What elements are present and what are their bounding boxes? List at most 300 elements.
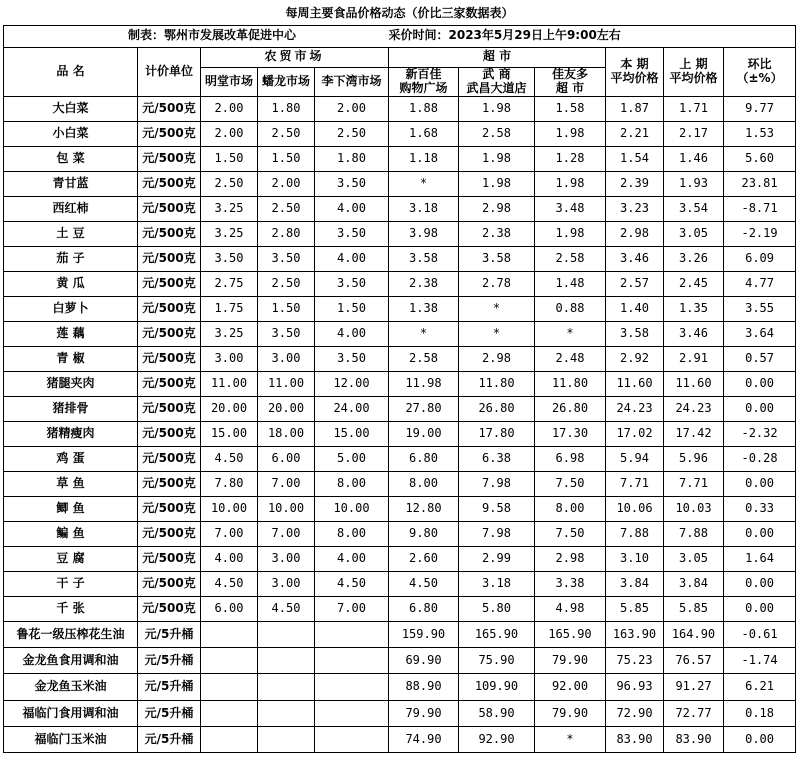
price-cell [315,700,389,726]
table-row [4,346,796,371]
current-avg-cell: 11.60 [606,371,664,396]
price-cell: 15.00 [315,421,389,446]
item-name: 土 豆 [4,221,138,246]
price-cell: 2.00 [258,171,315,196]
price-cell: 1.50 [201,146,258,171]
previous-avg-cell: 5.85 [664,596,724,621]
price-cell: 92.00 [535,674,606,700]
price-cell [201,647,258,673]
price-cell: 3.98 [389,221,459,246]
price-cell: 1.50 [258,296,315,321]
price-cell: 3.00 [258,546,315,571]
price-cell: 2.98 [459,346,535,371]
current-avg-cell: 83.90 [606,727,664,753]
table-row [4,674,796,700]
previous-avg-cell: 5.96 [664,446,724,471]
price-cell: 20.00 [258,396,315,421]
price-cell: 2.38 [389,271,459,296]
table-row [4,171,796,196]
change-cell: 0.00 [724,596,796,621]
price-cell: 1.98 [459,96,535,121]
item-name: 大白菜 [4,96,138,121]
table-row [4,621,796,647]
price-cell: * [535,727,606,753]
unit-cell: 元/500克 [138,521,201,546]
item-name: 青甘蓝 [4,171,138,196]
current-avg-cell: 2.21 [606,121,664,146]
table-row [4,146,796,171]
change-cell: 0.00 [724,396,796,421]
current-avg-cell: 3.58 [606,321,664,346]
price-cell: 9.58 [459,496,535,521]
price-cell: * [535,321,606,346]
table-row [4,396,796,421]
change-cell: 0.57 [724,346,796,371]
header-last-avg-text: 上 期 平均价格 [669,57,718,85]
price-cell: 4.00 [315,196,389,221]
price-cell: 3.50 [315,346,389,371]
price-cell: 159.90 [389,621,459,647]
previous-avg-cell: 3.54 [664,196,724,221]
price-cell: 3.50 [315,221,389,246]
header-supermarket-3-text: 佳友多 超 市 [551,67,588,95]
price-cell: 7.80 [201,471,258,496]
header-market-1: 明堂市场 [201,67,258,96]
change-cell: -8.71 [724,196,796,221]
current-avg-cell: 7.71 [606,471,664,496]
price-cell [258,727,315,753]
change-cell: 1.64 [724,546,796,571]
current-avg-cell: 1.87 [606,96,664,121]
current-avg-cell: 2.98 [606,221,664,246]
table-row [4,196,796,221]
price-cell: 1.38 [389,296,459,321]
price-cell: * [389,321,459,346]
unit-cell: 元/500克 [138,171,201,196]
item-name: 金龙鱼玉米油 [4,674,138,700]
price-cell: 2.78 [459,271,535,296]
previous-avg-cell: 3.05 [664,221,724,246]
item-name: 千 张 [4,596,138,621]
price-cell: * [389,171,459,196]
price-cell: 3.25 [201,196,258,221]
unit-cell: 元/500克 [138,121,201,146]
price-cell: 3.38 [535,571,606,596]
price-cell [201,727,258,753]
price-cell: 2.00 [201,121,258,146]
header-supermarket-2 [459,67,535,96]
price-cell: 88.90 [389,674,459,700]
change-cell: -2.32 [724,421,796,446]
item-name: 干 子 [4,571,138,596]
item-name: 福临门玉米油 [4,727,138,753]
unit-cell: 元/500克 [138,96,201,121]
price-cell: 1.80 [258,96,315,121]
previous-avg-cell: 2.91 [664,346,724,371]
price-cell: 109.90 [459,674,535,700]
change-cell: 0.33 [724,496,796,521]
previous-avg-cell: 3.05 [664,546,724,571]
price-cell: 2.58 [535,246,606,271]
table-row [4,421,796,446]
price-cell: 4.00 [315,321,389,346]
price-cell [201,700,258,726]
price-cell: 11.00 [201,371,258,396]
previous-avg-cell: 72.77 [664,700,724,726]
previous-avg-cell: 1.46 [664,146,724,171]
current-avg-cell: 163.90 [606,621,664,647]
previous-avg-cell: 1.71 [664,96,724,121]
change-cell: 1.53 [724,121,796,146]
unit-cell: 元/5升桶 [138,674,201,700]
unit-cell: 元/500克 [138,371,201,396]
price-cell: 19.00 [389,421,459,446]
current-avg-cell: 2.39 [606,171,664,196]
unit-cell: 元/500克 [138,146,201,171]
price-cell: 2.98 [535,546,606,571]
meta-row [4,25,796,47]
item-name: 小白菜 [4,121,138,146]
previous-avg-cell: 2.17 [664,121,724,146]
price-cell: 165.90 [535,621,606,647]
price-cell: 5.00 [315,446,389,471]
item-name: 茄 子 [4,246,138,271]
unit-cell: 元/5升桶 [138,647,201,673]
header-farm-market: 农贸市场 [201,47,389,67]
table-row [4,596,796,621]
table-row [4,446,796,471]
price-cell: 74.90 [389,727,459,753]
price-cell: 58.90 [459,700,535,726]
price-cell: 18.00 [258,421,315,446]
price-cell: 2.80 [258,221,315,246]
price-cell: 8.00 [315,471,389,496]
item-name: 豆 腐 [4,546,138,571]
price-cell: 4.98 [535,596,606,621]
price-cell: 1.50 [258,146,315,171]
unit-cell: 元/5升桶 [138,727,201,753]
price-cell: 3.50 [315,271,389,296]
price-cell: 6.80 [389,446,459,471]
price-cell: 4.50 [389,571,459,596]
price-cell: 17.30 [535,421,606,446]
price-cell: 11.80 [535,371,606,396]
maker-label: 制表：鄂州市发展改革促进中心 [4,25,389,47]
unit-cell: 元/5升桶 [138,621,201,647]
table-row [4,321,796,346]
price-cell: 1.28 [535,146,606,171]
price-cell: 2.50 [258,271,315,296]
unit-cell: 元/500克 [138,346,201,371]
current-avg-cell: 7.88 [606,521,664,546]
change-cell: 9.77 [724,96,796,121]
price-cell: 20.00 [201,396,258,421]
current-avg-cell: 17.02 [606,421,664,446]
price-cell: 2.48 [535,346,606,371]
price-cell: 3.00 [258,571,315,596]
item-name: 猪排骨 [4,396,138,421]
price-cell: 2.58 [459,121,535,146]
unit-cell: 元/500克 [138,496,201,521]
price-cell: 2.50 [201,171,258,196]
table-row [4,371,796,396]
previous-avg-cell: 76.57 [664,647,724,673]
price-cell: 75.90 [459,647,535,673]
header-last-avg [664,47,724,96]
price-cell: 10.00 [315,496,389,521]
price-cell [258,647,315,673]
price-cell: 26.80 [535,396,606,421]
current-avg-cell: 3.84 [606,571,664,596]
price-cell: 1.58 [535,96,606,121]
price-cell: 1.68 [389,121,459,146]
current-avg-cell: 3.46 [606,246,664,271]
current-avg-cell: 96.93 [606,674,664,700]
unit-cell: 元/500克 [138,196,201,221]
price-cell: 2.00 [315,96,389,121]
price-cell [315,647,389,673]
table-row [4,246,796,271]
item-name: 猪精瘦肉 [4,421,138,446]
item-name: 白萝卜 [4,296,138,321]
price-cell: 1.98 [535,121,606,146]
price-cell: 7.00 [258,521,315,546]
table-row [4,471,796,496]
previous-avg-cell: 7.88 [664,521,724,546]
previous-avg-cell: 24.23 [664,396,724,421]
price-cell: 2.50 [258,121,315,146]
price-cell: 4.50 [315,571,389,596]
current-avg-cell: 75.23 [606,647,664,673]
change-cell: 3.64 [724,321,796,346]
price-cell: 7.98 [459,521,535,546]
unit-cell: 元/500克 [138,296,201,321]
price-cell: 7.00 [258,471,315,496]
change-cell: -2.19 [724,221,796,246]
unit-cell: 元/500克 [138,321,201,346]
price-cell: 7.50 [535,471,606,496]
table-row [4,96,796,121]
item-name: 金龙鱼食用调和油 [4,647,138,673]
unit-cell: 元/500克 [138,596,201,621]
price-cell [201,621,258,647]
price-cell: 6.00 [258,446,315,471]
table-row [4,727,796,753]
previous-avg-cell: 3.84 [664,571,724,596]
previous-avg-cell: 7.71 [664,471,724,496]
previous-avg-cell: 83.90 [664,727,724,753]
change-cell: -0.61 [724,621,796,647]
header-market-3: 李下湾市场 [315,67,389,96]
previous-avg-cell: 2.45 [664,271,724,296]
price-cell: 79.90 [535,700,606,726]
table-row [4,121,796,146]
header-row-1 [4,47,796,67]
price-cell: 24.00 [315,396,389,421]
price-cell: 79.90 [389,700,459,726]
item-name: 青 椒 [4,346,138,371]
price-cell: 3.25 [201,221,258,246]
price-cell: 3.18 [389,196,459,221]
price-cell: 4.50 [201,571,258,596]
price-cell: 79.90 [535,647,606,673]
title-row [4,2,796,25]
previous-avg-cell: 3.46 [664,321,724,346]
change-cell: 0.00 [724,371,796,396]
table-row [4,700,796,726]
price-cell: 6.38 [459,446,535,471]
price-cell: 3.58 [389,246,459,271]
table-row [4,521,796,546]
price-cell: 11.80 [459,371,535,396]
price-cell: 4.50 [258,596,315,621]
unit-cell: 元/500克 [138,546,201,571]
price-cell: 1.98 [535,171,606,196]
current-avg-cell: 1.54 [606,146,664,171]
price-cell: 3.50 [258,321,315,346]
previous-avg-cell: 10.03 [664,496,724,521]
price-cell: 2.58 [389,346,459,371]
price-cell: 26.80 [459,396,535,421]
price-cell: 12.80 [389,496,459,521]
table-row [4,546,796,571]
price-cell: 8.00 [535,496,606,521]
change-cell: 6.21 [724,674,796,700]
price-cell: 4.00 [315,246,389,271]
price-cell [258,674,315,700]
item-name: 鸡 蛋 [4,446,138,471]
change-cell: 0.00 [724,521,796,546]
price-cell: 27.80 [389,396,459,421]
price-cell: 69.90 [389,647,459,673]
price-cell: 5.80 [459,596,535,621]
price-cell: 1.80 [315,146,389,171]
price-cell: 2.38 [459,221,535,246]
price-cell: 9.80 [389,521,459,546]
header-this-avg [606,47,664,96]
current-avg-cell: 2.57 [606,271,664,296]
price-cell: 3.50 [315,171,389,196]
price-cell: 1.50 [315,296,389,321]
price-cell: 10.00 [201,496,258,521]
current-avg-cell: 3.10 [606,546,664,571]
price-cell: 1.75 [201,296,258,321]
price-cell: 4.50 [201,446,258,471]
price-cell [258,621,315,647]
change-cell: -0.28 [724,446,796,471]
header-supermarket: 超 市 [389,47,606,67]
price-cell: 2.50 [258,196,315,221]
change-cell: 0.18 [724,700,796,726]
price-cell: 11.98 [389,371,459,396]
table-row [4,271,796,296]
previous-avg-cell: 11.60 [664,371,724,396]
previous-avg-cell: 164.90 [664,621,724,647]
price-cell: 1.98 [459,146,535,171]
current-avg-cell: 5.85 [606,596,664,621]
price-cell: 2.60 [389,546,459,571]
price-table [3,2,796,753]
item-name: 鳊 鱼 [4,521,138,546]
change-cell: 5.60 [724,146,796,171]
item-name: 猪腿夹肉 [4,371,138,396]
price-cell: 1.98 [459,171,535,196]
price-cell: 3.25 [201,321,258,346]
price-cell: 4.00 [315,546,389,571]
header-supermarket-1-text: 新百佳 购物广场 [399,67,448,95]
price-cell: 1.88 [389,96,459,121]
item-name: 福临门食用调和油 [4,700,138,726]
price-cell: 165.90 [459,621,535,647]
current-avg-cell: 10.06 [606,496,664,521]
header-market-2: 蟠龙市场 [258,67,315,96]
table-row [4,496,796,521]
unit-cell: 元/500克 [138,471,201,496]
header-supermarket-2-text: 武 商 武昌大道店 [466,67,527,95]
header-this-avg-text: 本 期 平均价格 [610,57,659,85]
unit-cell: 元/500克 [138,396,201,421]
unit-cell: 元/5升桶 [138,700,201,726]
unit-cell: 元/500克 [138,271,201,296]
item-name: 鲫 鱼 [4,496,138,521]
price-cell: 10.00 [258,496,315,521]
unit-cell: 元/500克 [138,446,201,471]
price-cell [315,621,389,647]
previous-avg-cell: 1.35 [664,296,724,321]
price-cell: 6.98 [535,446,606,471]
unit-cell: 元/500克 [138,221,201,246]
price-cell: 8.00 [315,521,389,546]
price-cell: 17.80 [459,421,535,446]
change-cell: 6.09 [724,246,796,271]
price-cell [201,674,258,700]
previous-avg-cell: 17.42 [664,421,724,446]
price-cell: 2.75 [201,271,258,296]
header-item: 品 名 [4,47,138,96]
price-cell: 2.98 [459,196,535,221]
table-row [4,296,796,321]
header-unit: 计价单位 [138,47,201,96]
price-cell: 2.50 [315,121,389,146]
current-avg-cell: 1.40 [606,296,664,321]
change-cell: 0.00 [724,471,796,496]
current-avg-cell: 3.23 [606,196,664,221]
current-avg-cell: 2.92 [606,346,664,371]
price-cell: 0.88 [535,296,606,321]
change-cell: 23.81 [724,171,796,196]
item-name: 包 菜 [4,146,138,171]
change-cell: -1.74 [724,647,796,673]
price-cell: 6.80 [389,596,459,621]
price-cell: 7.50 [535,521,606,546]
price-cell: 2.99 [459,546,535,571]
current-avg-cell: 24.23 [606,396,664,421]
price-cell: 3.00 [258,346,315,371]
price-cell: 1.48 [535,271,606,296]
price-cell: * [459,296,535,321]
price-cell: 3.58 [459,246,535,271]
price-cell: 3.48 [535,196,606,221]
price-cell: 7.98 [459,471,535,496]
unit-cell: 元/500克 [138,571,201,596]
price-cell: 15.00 [201,421,258,446]
price-cell: 6.00 [201,596,258,621]
table-row [4,571,796,596]
price-cell: 1.98 [535,221,606,246]
price-cell: 3.00 [201,346,258,371]
price-cell: 2.00 [201,96,258,121]
price-cell: 7.00 [201,521,258,546]
